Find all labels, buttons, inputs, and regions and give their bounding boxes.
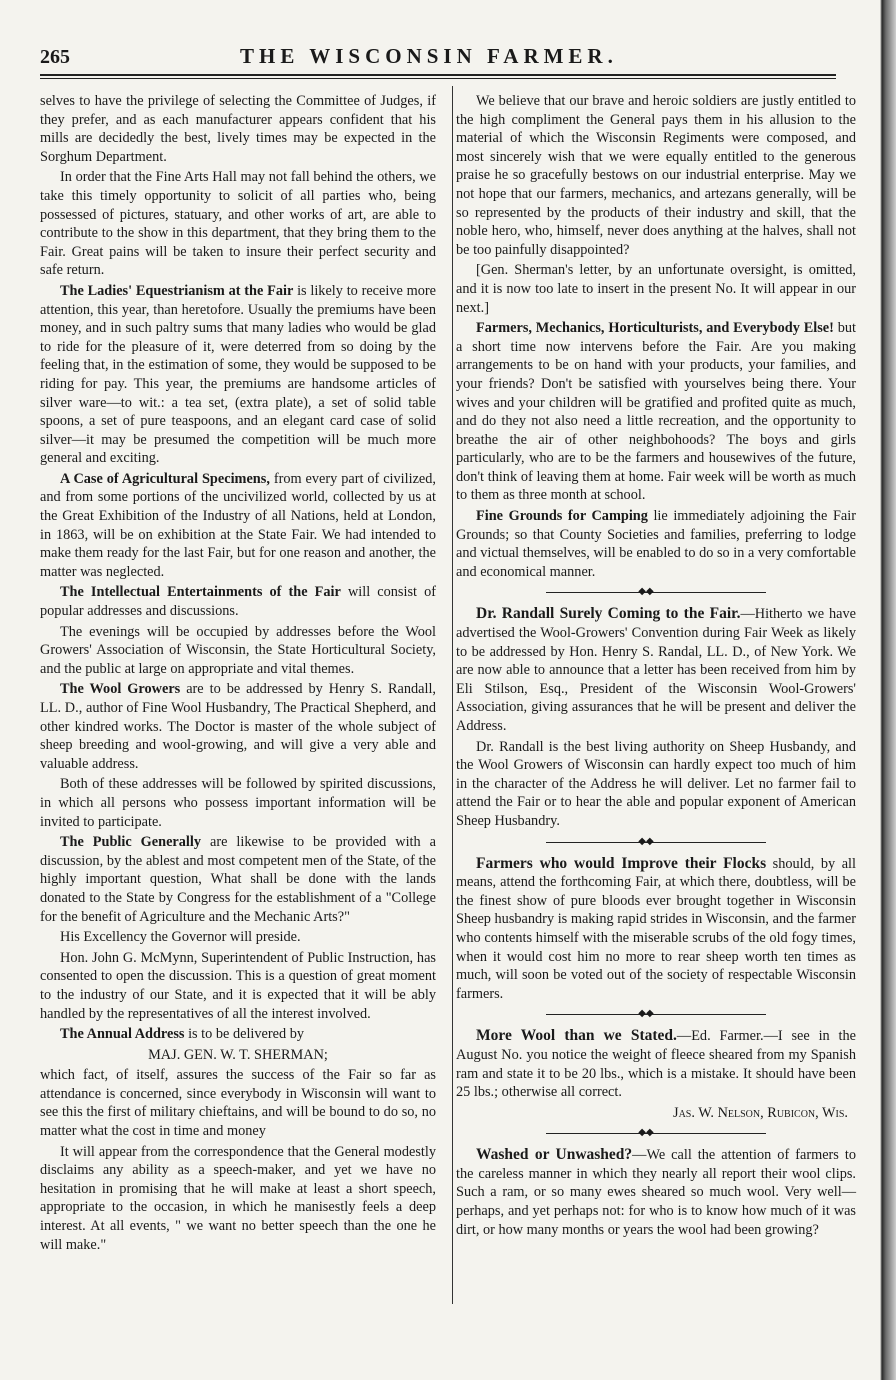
paragraph-text: lie immediately adjoining the Fair Grounds; so that County Societies and families, preferring to lodge and victual themselves, will be enabled to do so in a very comfortable and economical manner. [456,508,856,580]
paragraph-lead: More Wool than we Stated. [476,1027,677,1045]
paragraph [456,261,856,317]
section-divider [456,1128,856,1140]
paragraph-lead: The Annual Address [60,1026,185,1043]
paragraph [40,775,436,831]
paragraph [40,1046,436,1065]
paragraph [40,623,436,679]
column-divider [452,86,453,1304]
paragraph [40,92,436,166]
divider-ornament: ◆◆ [638,1008,654,1020]
paragraph [40,583,436,620]
paragraph [456,92,856,259]
paragraph-text: MAJ. GEN. W. T. SHERMAN; [148,1046,328,1063]
left-column [40,92,436,1254]
paragraph-text: from every part of civilized, and from some portions of the uncivilized world, collected by us at the Great Exhibition of the Industry of all Nations, held at London, in 1863, will be on exhibition at the State Fair. We had intended to make them ready for the last Fair, but for one reason and another, the matter was neglected. [40,470,436,580]
paragraph [456,605,856,735]
paragraph-lead: A Case of Agricultural Specimens, [60,470,270,487]
divider-ornament: ◆◆ [638,586,654,598]
paragraph-text: [Gen. Sherman's letter, by an unfortunate oversight, is omitted, and it is now too late to insert in the present No. It will appear in our next.] [456,262,856,316]
paragraph [40,1025,436,1044]
paragraph-text: are to be addressed by Henry S. Randall, LL. D., author of Fine Wool Husbandry, The Practical Shepherd, and other kindred works. The Doctor is master of the whole subject of sheep breeding and wool-growing, and will give a very able and valuable address. [40,681,437,772]
divider-ornament: ◆◆ [638,835,654,847]
paragraph-text: It will appear from the correspondence that the General modestly disclaims any ability as a speech-maker, and yet we have no hesitation in promising that he will make at least a short speech, appropriate to the occasion, in which he manisestly feels a deep interest. At all events, " we want no better speech than the one he will make." [40,1143,436,1253]
paragraph-lead: Fine Grounds for Camping [476,508,648,525]
paragraph-text: —We call the attention of farmers to the careless manner in which they nearly all report their wool clips. Such a ram, or so many ewes sheared so much wool. Very well—perhaps, and yet perhaps not: for who is to know how much of it was dirt, or how many months or years the wool had been growing? [456,1147,856,1238]
paragraph [456,1146,856,1239]
paragraph [40,928,436,947]
paragraph [456,1104,856,1123]
paragraph-text: His Excellency the Governor will preside. [60,929,301,946]
paragraph-lead: The Intellectual Entertainments of the Fair [60,584,341,601]
paragraph-text: is to be delivered by [184,1026,305,1043]
paragraph [40,168,436,280]
paragraph-text: Dr. Randall is the best living authority on Sheep Husbandy, and the Wool Growers of Wisconsin can hardly expect too much of him in the character of the Address he will deliver. Let no farmer fail to attend the Fair or to hear the able and popular exponent of American Sheep Husbandry. [456,738,856,829]
paragraph [40,1066,436,1140]
paragraph-text: Jas. W. Nelson, Rubicon, Wis. [673,1104,848,1121]
paragraph [40,680,436,773]
header-rule-thin [40,78,836,79]
paragraph-lead: The Ladies' Equestrianism at the Fair [60,282,294,299]
paragraph [456,738,856,831]
paragraph-text: The evenings will be occupied by addresses before the Wool Growers' Association of Wisconsin, the State Horticultural Society, and the public at large on appropriate and vital themes. [40,623,436,677]
paragraph-text: Both of these addresses will be followed by spirited discussions, in which all persons who possess important information will be invited to participate. [40,776,436,830]
paragraph [40,949,436,1023]
section-divider [456,1009,856,1021]
paragraph-text: —Ed. Farmer.—I see in the August No. you notice the weight of fleece sheared from my Spanish ram and state it to be 20 lbs., which is a mistake. It should have been 25 lbs.; otherwise all correct. [456,1028,856,1101]
paragraph-lead: Dr. Randall Surely Coming to the Fair. [476,605,741,623]
page-edge [872,0,896,1380]
paragraph [456,319,856,505]
paragraph-text: are likewise to be provided with a discussion, by the ablest and most competent men of the State, of the highly important question, What shall be done with the lands donated to the State by Congress for the establishment of a "College for the benefit of Agriculture and the Mechanic Arts?" [40,834,436,925]
paragraph [40,833,436,926]
paragraph [40,282,436,468]
paragraph-text: selves to have the privilege of selecting the Committee of Judges, if they prefer, and as each manufacturer appears confident that his mills are decidedly the best, lively times may be expected in the Sorghum Department. [40,93,436,165]
paragraph-text: should, by all means, attend the forthcoming Fair, at which there, doubtless, will be the finest show of pure bloods ever brought together in Wisconsin Sheep husbandry is making rapid strides in Wisconsin, and the farmer who contents himself with the miserable scrubs of the old fogy times, when it would cost him no more to rear sheep worth ten times as much, will soon be voted out of the society of respectable Wisconsin farmers. [456,855,856,1002]
section-divider [456,587,856,599]
masthead-title: THE WISCONSIN FARMER. [240,44,618,68]
paragraph [456,1027,856,1101]
header-rule [40,74,836,76]
paragraph-lead: The Public Generally [60,834,202,851]
paragraph-text: —Hitherto we have advertised the Wool-Growers' Convention during Fair Week as likely to be addressed by Hon. Henry S. Randal, LL. D., of New York. We are now able to announce that a letter has been received from him by Eli Stilson, Esq., President of the Wisconsin Wool-Growers' Association, giving assurances that he will be present and deliver the Address. [456,606,856,734]
divider-ornament: ◆◆ [638,1127,654,1139]
paragraph-text: is likely to receive more attention, this year, than heretofore. Usually the premiums have been money, and in such paltry sums that many ladies who would be glad to ride for the pleasure of it, were deterred from so doing by the feeling that, in the estimation of some, they would be supposed to be riding for pay. This year, the premiums are handsome articles of silver ware—to wit.: a tea set, (extra plate), a set of solid table spoons, a set of pure teaspoons, and an elegant card case of solid silver—it may be presumed the competition will be much more general and exciting. [40,282,436,467]
right-column [456,92,856,1239]
paragraph-text: In order that the Fine Arts Hall may not fall behind the others, we take this timely opportunity to solicit of all parties who, being possessed of pictures, statuary, and other works of art, are able to contribute to the show in this department, that they bring them to the Fair. Great pains will be taken to insure their perfect security and safe return. [40,169,436,279]
paragraph [456,855,856,1004]
paragraph-text: will consist of popular addresses and discussions. [40,584,436,620]
paragraph-lead: The Wool Growers [60,681,181,698]
paragraph [40,470,436,582]
paragraph [40,1143,436,1255]
paragraph-text: We believe that our brave and heroic soldiers are justly entitled to the high compliment the General pays them in his allusion to the material of which the Wisconsin Regiments were composed, and most sincerely wish that we were equally entitled to the generous praise he so gracefully bestows on our industrial enterprise. May we not hope that our farmers, mechanics, and artezans generally, will be so represented by the products of their industry and skill, that the noble hero, who, himself, never does anything at the halves, shall not be too painfully disappointed? [456,93,856,258]
paragraph-text: Hon. John G. McMynn, Superintendent of Public Instruction, has consented to open the discussion. This is a question of great moment to the industry of our State, and it is expected that it will be ably handled by the representatives of all the interest involved. [40,949,436,1022]
section-divider [456,837,856,849]
paragraph-text: which fact, of itself, assures the success of the Fair so far as attendance is concerned, since everybody in Wisconsin will want to see this the first of military chieftains, and will be bound to do so, no matter what the cost in time and money [40,1067,436,1140]
paragraph-text: but a short time now intervens before the Fair. Are you making arrangements to be on hand with your products, your families, and your friends? Don't be satisfied with yourselves being there. Your wives and your children will be gratified and profited quite as much, and do they not also need a little recreation, and the opportunity to breathe the air of other neighbohoods? The boys and girls particularly, who are to be the farmers and housewives of the future, don't think of leaving them at home. Fair week will be worth as much to them as three month at school. [456,320,857,504]
paragraph [456,507,856,581]
paragraph-lead: Farmers, Mechanics, Horticulturists, and Everybody Else! [476,320,834,337]
paragraph-lead: Farmers who would Improve their Flocks [476,854,767,872]
paragraph-lead: Washed or Unwashed? [476,1146,633,1164]
page-number: 265 [40,46,70,68]
